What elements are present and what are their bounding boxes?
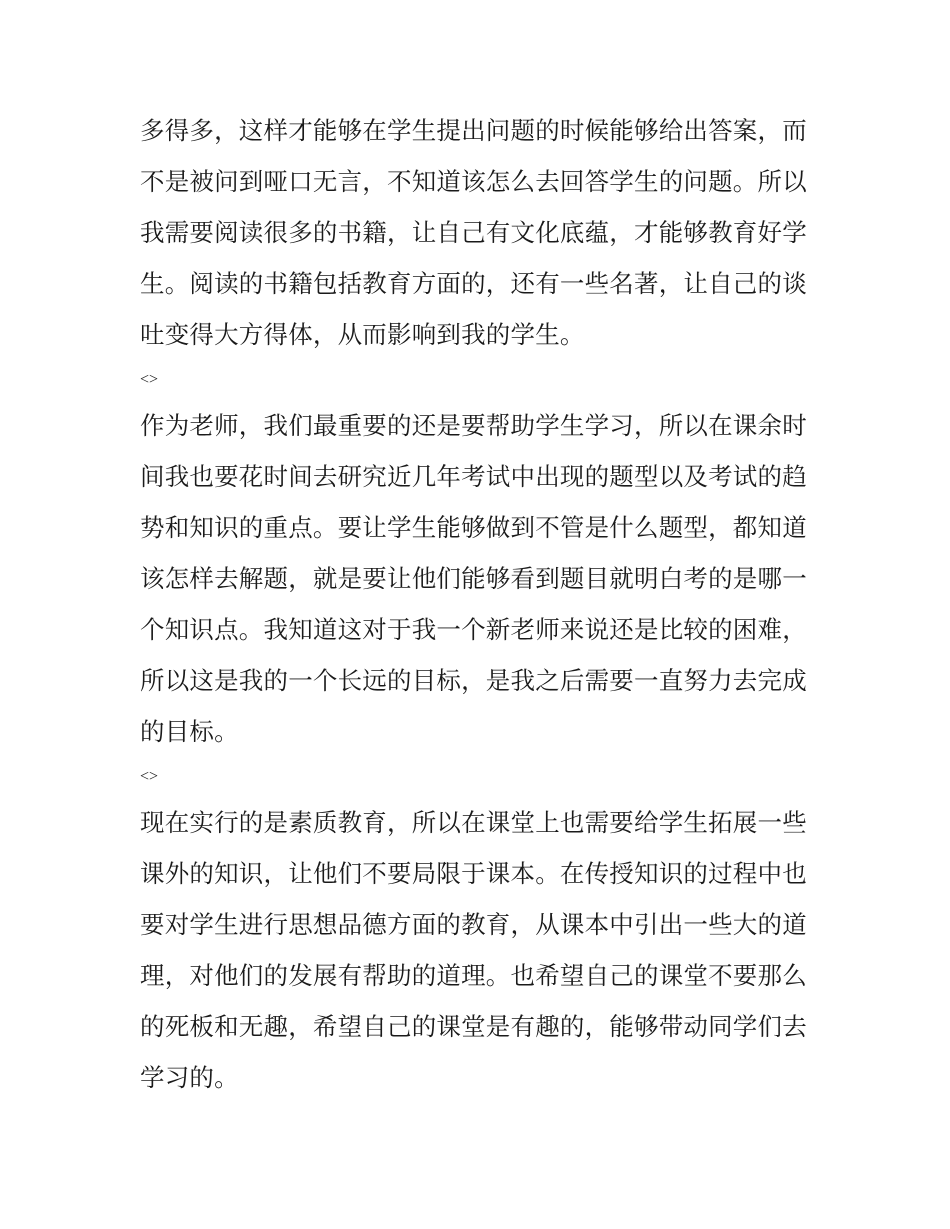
text-line: 现在实行的是素质教育，所以在课堂上也需要给学生拓展一些 <box>140 808 807 837</box>
paragraph-separator: <> <box>140 768 159 785</box>
text-line: 吐变得大方得体，从而影响到我的学生。 <box>140 320 585 349</box>
text-line: 理，对他们的发展有帮助的道理。也希望自己的课堂不要那么 <box>140 961 807 990</box>
text-line: 学习的。 <box>140 1063 239 1092</box>
text-line: 多得多，这样才能够在学生提出问题的时候能够给出答案，而 <box>140 116 807 145</box>
text-line: 我需要阅读很多的书籍，让自己有文化底蕴，才能够教育好学 <box>140 218 807 247</box>
paragraph <box>140 797 812 1103</box>
text-line: 间我也要花时间去研究近几年考试中出现的题型以及考试的趋 <box>140 462 807 491</box>
text-line: 势和知识的重点。要让学生能够做到不管是什么题型，都知道 <box>140 513 807 542</box>
text-line: 生。阅读的书籍包括教育方面的，还有一些名著，让自己的谈 <box>140 269 807 298</box>
text-line: 的目标。 <box>140 717 239 746</box>
paragraph-separator: <> <box>140 371 159 388</box>
paragraph <box>140 400 812 757</box>
text-line: 不是被问到哑口无言，不知道该怎么去回答学生的问题。所以 <box>140 167 807 196</box>
text-line: 作为老师，我们最重要的还是要帮助学生学习，所以在课余时 <box>140 411 807 440</box>
text-line: 所以这是我的一个长远的目标，是我之后需要一直努力去完成 <box>140 666 807 695</box>
text-line: 要对学生进行思想品德方面的教育，从课本中引出一些大的道 <box>140 910 807 939</box>
text-line: 该怎样去解题，就是要让他们能够看到题目就明白考的是哪一 <box>140 564 807 593</box>
text-line: 的死板和无趣，希望自己的课堂是有趣的，能够带动同学们去 <box>140 1012 807 1041</box>
document-body <box>140 105 812 1103</box>
paragraph <box>140 105 812 360</box>
text-line: 课外的知识，让他们不要局限于课本。在传授知识的过程中也 <box>140 859 807 888</box>
text-line: 个知识点。我知道这对于我一个新老师来说还是比较的困难， <box>140 615 807 644</box>
